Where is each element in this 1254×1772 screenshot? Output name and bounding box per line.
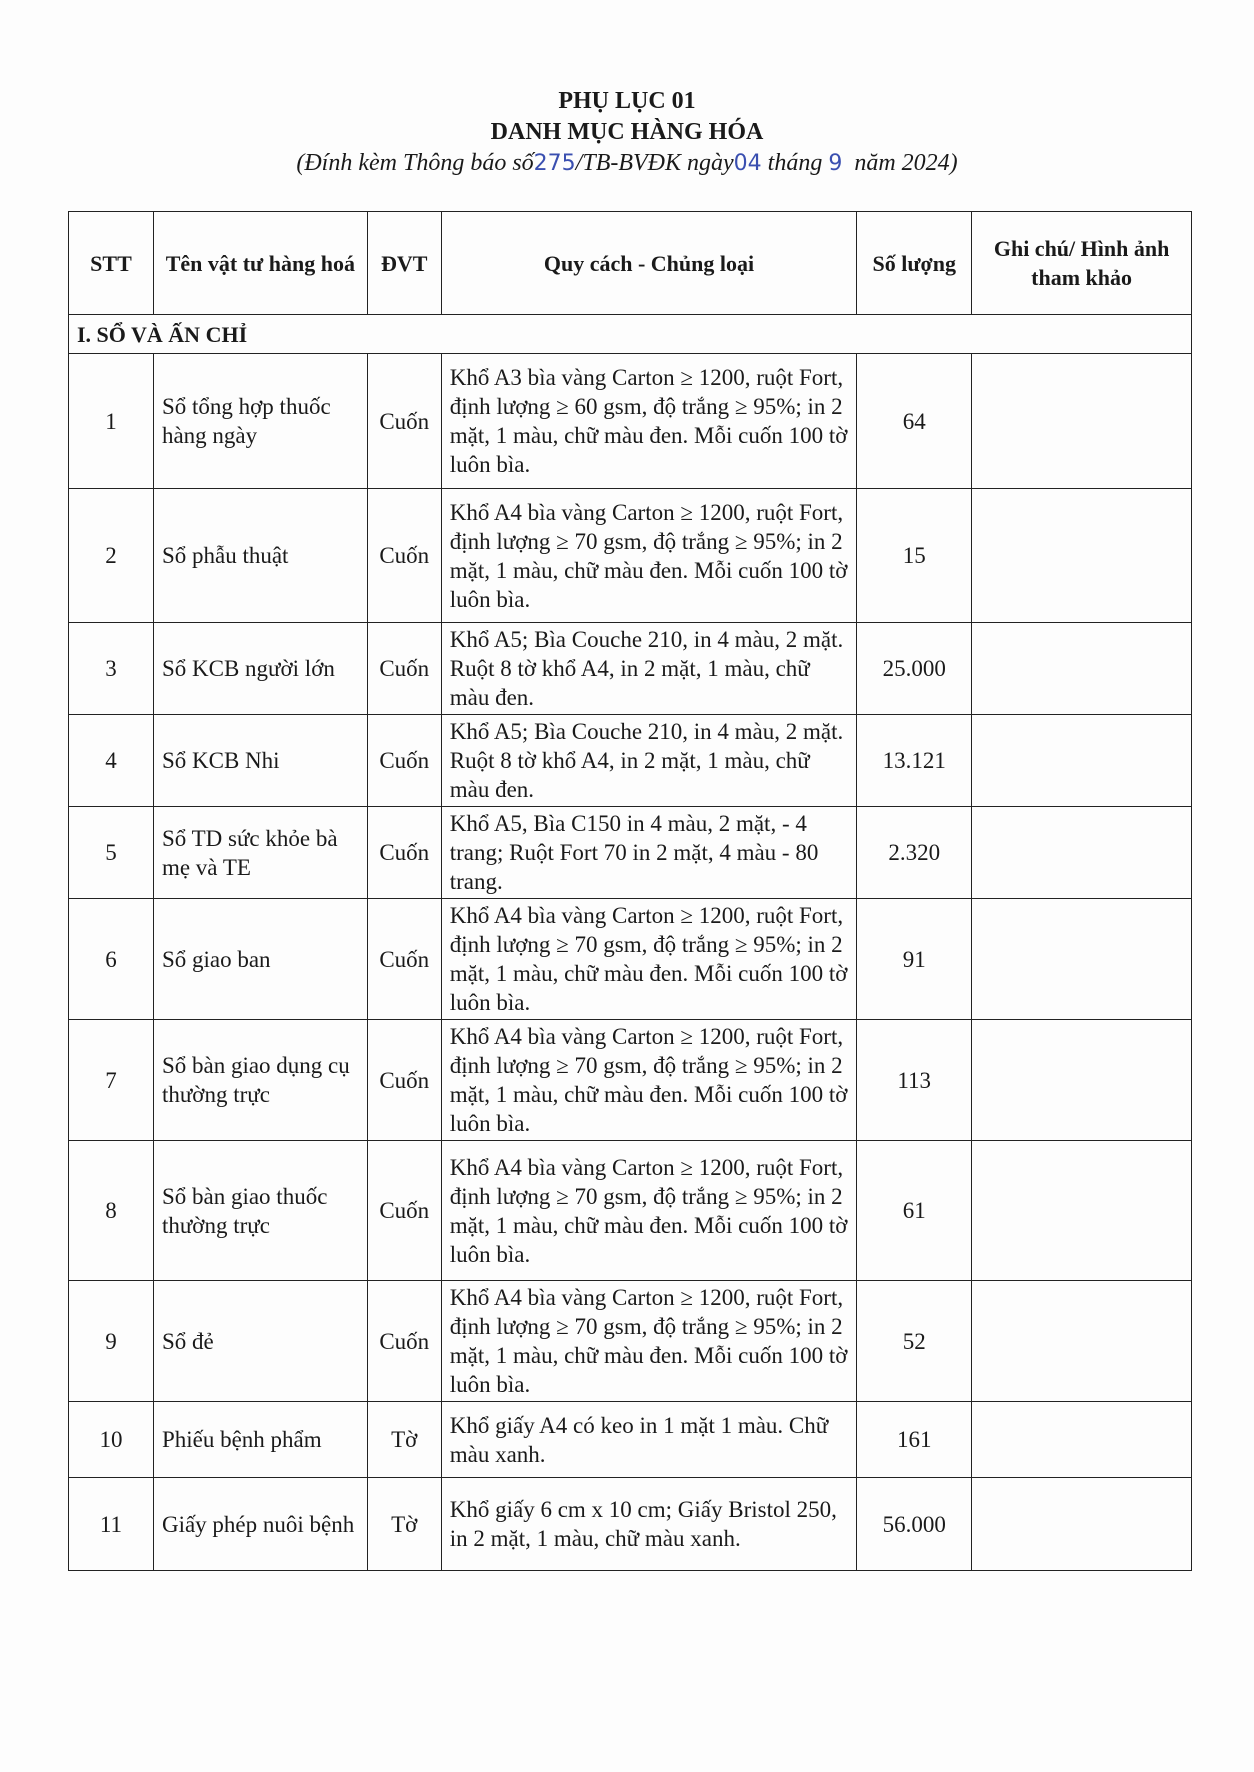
cell-name: Sổ KCB Nhi <box>153 715 367 807</box>
cell-stt: 4 <box>69 715 154 807</box>
header-name: Tên vật tư hàng hoá <box>153 212 367 315</box>
cell-qty: 25.000 <box>857 623 972 715</box>
cell-stt: 5 <box>69 807 154 899</box>
cell-unit: Cuốn <box>367 489 441 623</box>
cell-name: Giấy phép nuôi bệnh <box>153 1478 367 1571</box>
table-row <box>69 623 1192 715</box>
appendix-title: PHỤ LỤC 01 <box>558 88 696 114</box>
cell-stt: 6 <box>69 899 154 1020</box>
cell-spec: Khổ A4 bìa vàng Carton ≥ 1200, ruột Fort, định lượng ≥ 70 gsm, độ trắng ≥ 95%; in 2 mặt, 1 màu, chữ màu đen. Mỗi cuốn 100 tờ luôn bìa. <box>441 1020 857 1141</box>
cell-note <box>972 1141 1192 1281</box>
header-spec: Quy cách - Chủng loại <box>441 212 857 315</box>
cell-unit: Cuốn <box>367 1281 441 1402</box>
cell-qty: 161 <box>857 1402 972 1478</box>
cell-name: Sổ bàn giao dụng cụ thường trực <box>153 1020 367 1141</box>
cell-unit: Cuốn <box>367 807 441 899</box>
section-heading: I. SỔ VÀ ẤN CHỈ <box>69 315 1192 354</box>
cell-qty: 56.000 <box>857 1478 972 1571</box>
cell-unit: Cuốn <box>367 715 441 807</box>
table-row <box>69 715 1192 807</box>
cell-qty: 2.320 <box>857 807 972 899</box>
cell-qty: 15 <box>857 489 972 623</box>
cell-note <box>972 1402 1192 1478</box>
cell-note <box>972 489 1192 623</box>
cell-note <box>972 1478 1192 1571</box>
cell-note <box>972 899 1192 1020</box>
cell-name: Sổ phẫu thuật <box>153 489 367 623</box>
subtitle-text: tháng <box>761 150 829 176</box>
cell-spec: Khổ A4 bìa vàng Carton ≥ 1200, ruột Fort, định lượng ≥ 70 gsm, độ trắng ≥ 95%; in 2 mặt, 1 màu, chữ màu đen. Mỗi cuốn 100 tờ luôn bìa. <box>441 1141 857 1281</box>
cell-spec: Khổ A4 bìa vàng Carton ≥ 1200, ruột Fort, định lượng ≥ 70 gsm, độ trắng ≥ 95%; in 2 mặt, 1 màu, chữ màu đen. Mỗi cuốn 100 tờ luôn bìa. <box>441 489 857 623</box>
cell-unit: Cuốn <box>367 354 441 489</box>
table-row <box>69 1478 1192 1571</box>
subtitle <box>0 150 1254 177</box>
cell-stt: 3 <box>69 623 154 715</box>
cell-spec: Khổ A5; Bìa Couche 210, in 4 màu, 2 mặt. Ruột 8 tờ khổ A4, in 2 mặt, 1 màu, chữ màu đen. <box>441 623 857 715</box>
table-row <box>69 1020 1192 1141</box>
cell-note <box>972 715 1192 807</box>
cell-qty: 52 <box>857 1281 972 1402</box>
cell-name: Sổ đẻ <box>153 1281 367 1402</box>
subtitle-text: /TB-BVĐK ngày <box>575 150 734 176</box>
cell-spec: Khổ A4 bìa vàng Carton ≥ 1200, ruột Fort, định lượng ≥ 70 gsm, độ trắng ≥ 95%; in 2 mặt, 1 màu, chữ màu đen. Mỗi cuốn 100 tờ luôn bìa. <box>441 899 857 1020</box>
cell-stt: 7 <box>69 1020 154 1141</box>
cell-unit: Tờ <box>367 1478 441 1571</box>
cell-unit: Cuốn <box>367 623 441 715</box>
header-unit: ĐVT <box>367 212 441 315</box>
cell-unit: Cuốn <box>367 1141 441 1281</box>
cell-spec: Khổ giấy A4 có keo in 1 mặt 1 màu. Chữ màu xanh. <box>441 1402 857 1478</box>
cell-unit: Cuốn <box>367 899 441 1020</box>
cell-spec: Khổ A5, Bìa C150 in 4 màu, 2 mặt, - 4 trang; Ruột Fort 70 in 2 mặt, 4 màu - 80 trang. <box>441 807 857 899</box>
handwritten-day: 04 <box>733 151 762 176</box>
subtitle-text: năm 2024) <box>842 150 958 176</box>
cell-note <box>972 1020 1192 1141</box>
cell-stt: 8 <box>69 1141 154 1281</box>
cell-stt: 11 <box>69 1478 154 1571</box>
cell-unit: Tờ <box>367 1402 441 1478</box>
header-note: Ghi chú/ Hình ảnh tham khảo <box>972 212 1192 315</box>
cell-stt: 1 <box>69 354 154 489</box>
cell-name: Sổ KCB người lớn <box>153 623 367 715</box>
cell-spec: Khổ A3 bìa vàng Carton ≥ 1200, ruột Fort, định lượng ≥ 60 gsm, độ trắng ≥ 95%; in 2 mặt, 1 màu, chữ màu đen. Mỗi cuốn 100 tờ luôn bìa. <box>441 354 857 489</box>
handwritten-number: 275 <box>533 151 576 176</box>
cell-name: Phiếu bệnh phẩm <box>153 1402 367 1478</box>
table-row <box>69 1402 1192 1478</box>
cell-name: Sổ TD sức khỏe bà mẹ và TE <box>153 807 367 899</box>
table-row <box>69 1141 1192 1281</box>
table-row <box>69 1281 1192 1402</box>
cell-name: Sổ giao ban <box>153 899 367 1020</box>
cell-spec: Khổ giấy 6 cm x 10 cm; Giấy Bristol 250, in 2 mặt, 1 màu, chữ màu xanh. <box>441 1478 857 1571</box>
cell-name: Sổ bàn giao thuốc thường trực <box>153 1141 367 1281</box>
cell-qty: 91 <box>857 899 972 1020</box>
cell-stt: 2 <box>69 489 154 623</box>
cell-note <box>972 623 1192 715</box>
cell-qty: 13.121 <box>857 715 972 807</box>
cell-qty: 64 <box>857 354 972 489</box>
table-row <box>69 489 1192 623</box>
header-row <box>69 212 1192 315</box>
subtitle-text: (Đính kèm Thông báo số <box>296 150 534 176</box>
table-row <box>69 354 1192 489</box>
cell-spec: Khổ A5; Bìa Couche 210, in 4 màu, 2 mặt. Ruột 8 tờ khổ A4, in 2 mặt, 1 màu, chữ màu đen. <box>441 715 857 807</box>
cell-qty: 113 <box>857 1020 972 1141</box>
cell-unit: Cuốn <box>367 1020 441 1141</box>
cell-qty: 61 <box>857 1141 972 1281</box>
table-row <box>69 807 1192 899</box>
cell-note <box>972 807 1192 899</box>
cell-stt: 10 <box>69 1402 154 1478</box>
cell-stt: 9 <box>69 1281 154 1402</box>
header-stt: STT <box>69 212 154 315</box>
table-row <box>69 899 1192 1020</box>
header-qty: Số lượng <box>857 212 972 315</box>
cell-note <box>972 354 1192 489</box>
cell-name: Sổ tổng hợp thuốc hàng ngày <box>153 354 367 489</box>
goods-table <box>68 211 1192 1571</box>
handwritten-month: 9 <box>828 151 843 176</box>
list-title: DANH MỤC HÀNG HÓA <box>490 119 764 145</box>
cell-spec: Khổ A4 bìa vàng Carton ≥ 1200, ruột Fort, định lượng ≥ 70 gsm, độ trắng ≥ 95%; in 2 mặt, 1 màu, chữ màu đen. Mỗi cuốn 100 tờ luôn bìa. <box>441 1281 857 1402</box>
cell-note <box>972 1281 1192 1402</box>
